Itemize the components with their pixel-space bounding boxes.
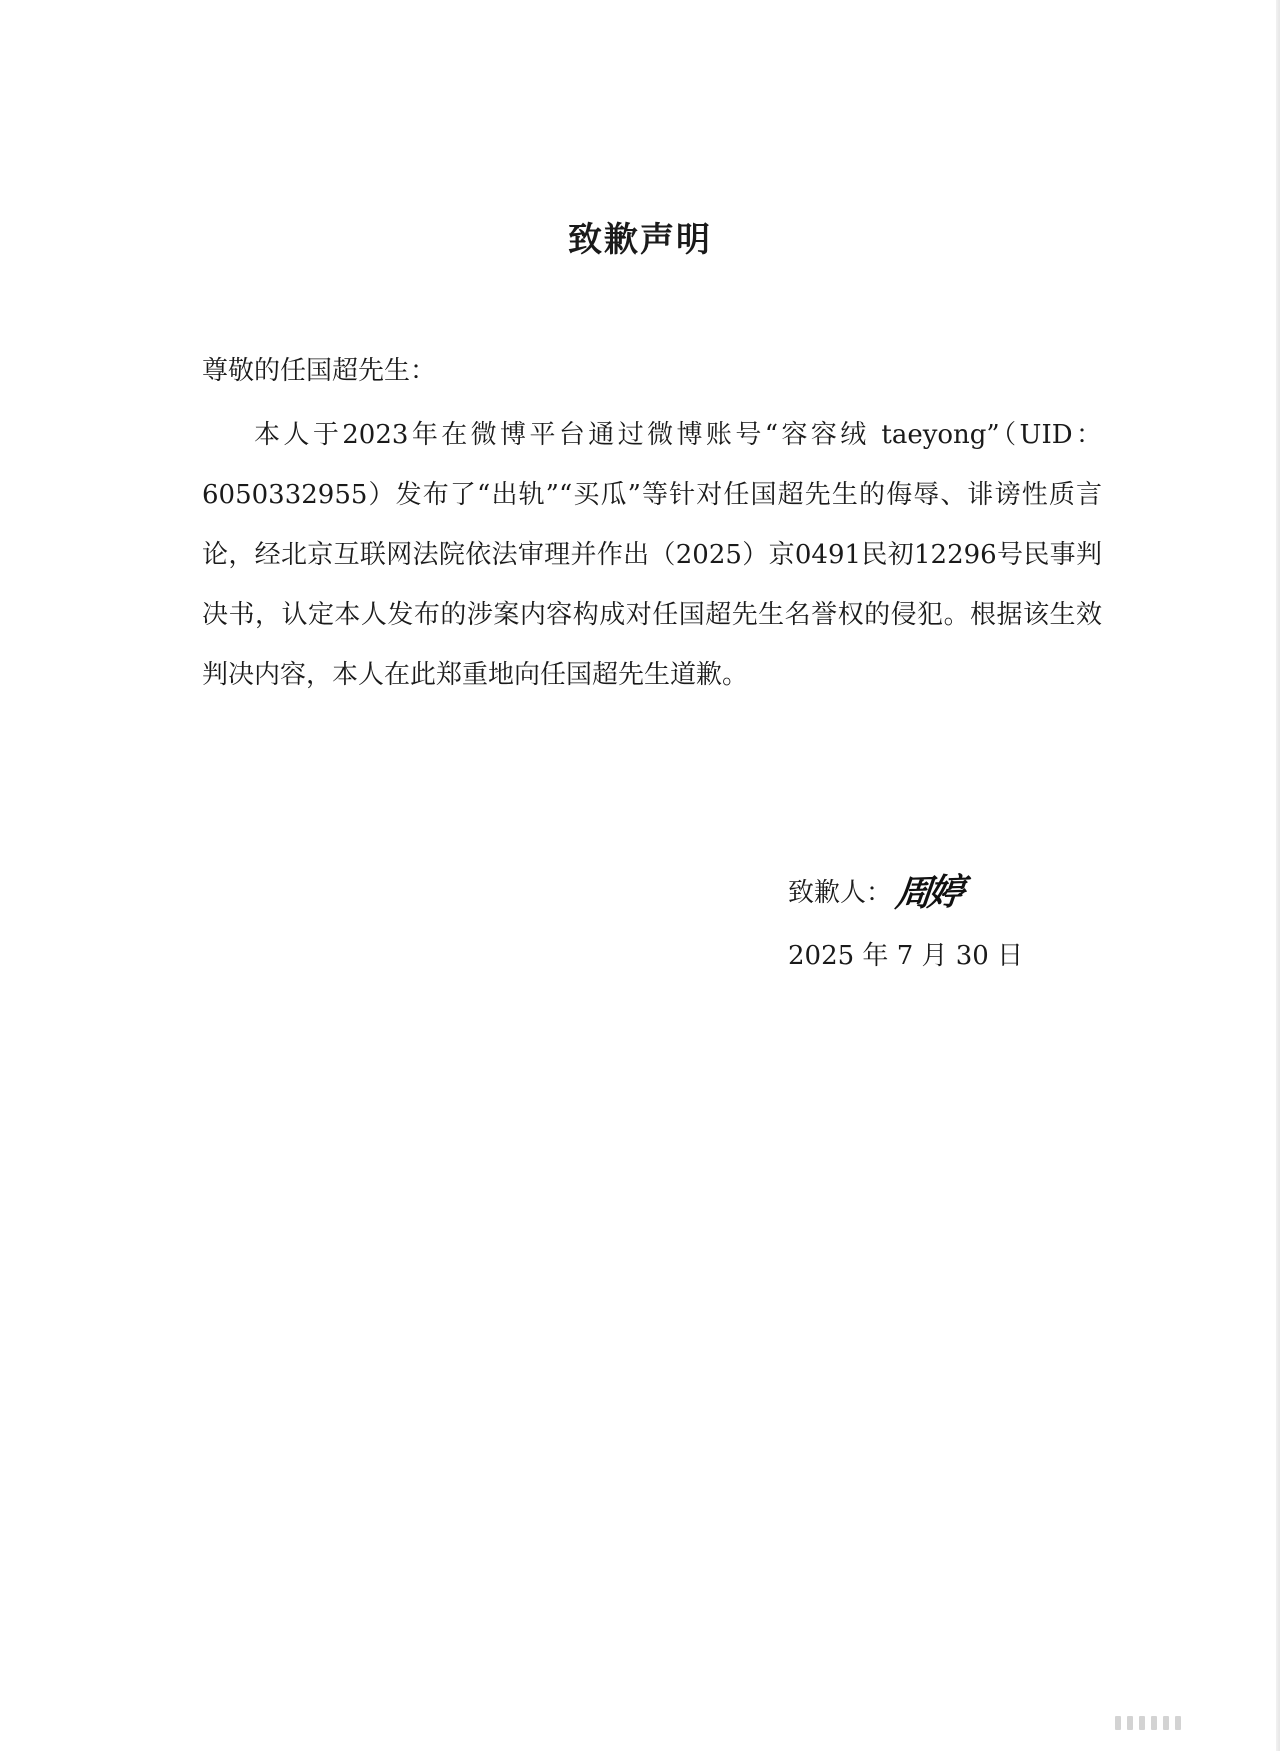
salutation: 尊敬的任国超先生： [202,356,437,386]
document-title: 致歉声明 [568,220,712,260]
document-date: 2025 年 7 月 30 日 [788,941,1024,971]
watermark-icon [1115,1712,1265,1734]
watermark-bar [1139,1716,1145,1730]
scan-edge-shadow [1276,0,1280,1751]
watermark-bar [1127,1716,1133,1730]
watermark-bar [1115,1716,1121,1730]
signer-label: 致歉人： [788,878,893,908]
watermark-bar [1151,1716,1157,1730]
signer-line [788,865,963,916]
handwritten-signature: 周婷 [893,871,963,916]
watermark-bar [1175,1716,1181,1730]
body-paragraph: 本人于2023年在微博平台通过微博账号“容容绒 taeyong”（UID：6050332955）发布了“出轨”“买瓜”等针对任国超先生的侮辱、诽谤性质言论，经北京互联网法院依法审理并作出（2025）京0491民初12296号民事判决书，认定本人发布的涉案内容构成对任国超先生名誉权的侵犯。根据该生效判决内容，本人在此郑重地向任国超先生道歉。 [202,420,1102,690]
watermark-bar [1163,1716,1169,1730]
